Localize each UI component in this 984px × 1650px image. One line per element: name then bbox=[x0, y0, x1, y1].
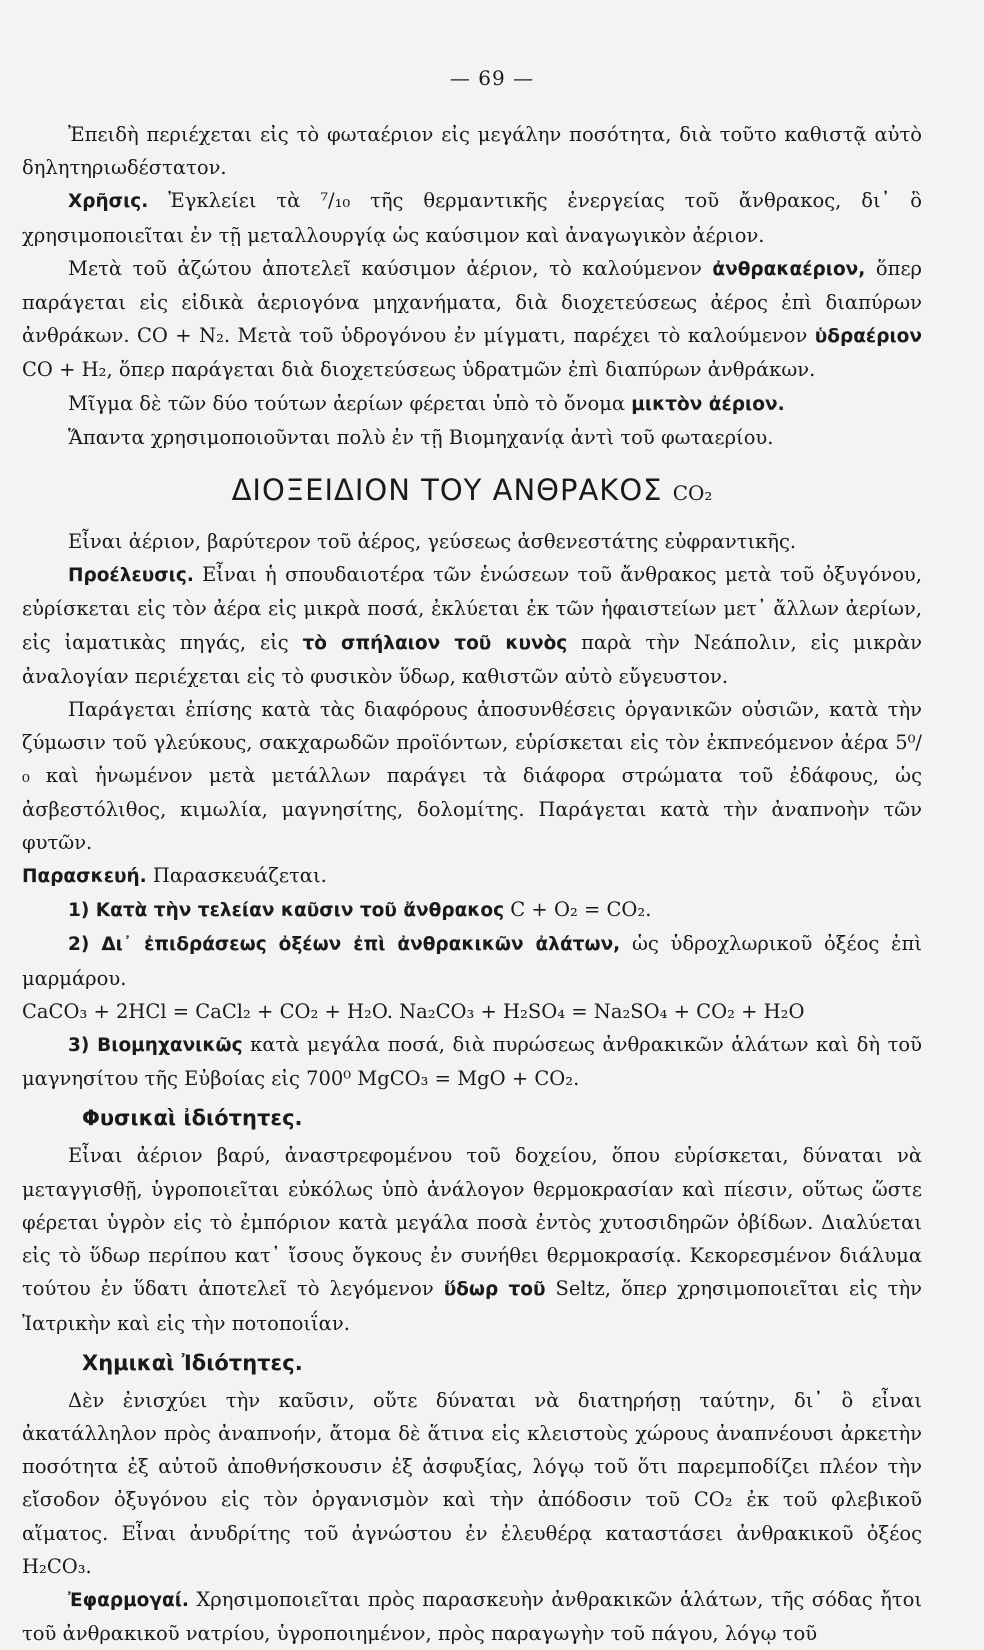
section-heading bbox=[22, 472, 922, 511]
paragraph-text: Seltz, ὅπερ χρησιμοποιεῖται εἰς τὴν Ἰατρικὴν καὶ εἰς τὴν ποτοποιΐαν. bbox=[22, 1277, 922, 1335]
keyword-anthrakaerion: ἀνθρακαέριον, bbox=[712, 258, 866, 280]
paragraph-text: Εἶναι ἡ σπουδαιοτέρα τῶν ἑνώσεων τοῦ ἄνθρακος μετὰ τοῦ ὀξυγόνου, εὑρίσκεται εἰς τὸν ἀέρα εἰς μικρὰ ποσά, ἐκλύεται ἐκ τῶν ἡφαιστείων μετ᾿ ἄλλων ἀερίων, εἰς ἰαματικὰς πηγάς, εἰς bbox=[22, 563, 922, 654]
paragraph-usage bbox=[22, 184, 922, 251]
equation-line bbox=[22, 995, 922, 1028]
paragraph-text: παρὰ τὴν Νεάπολιν, εἰς μικρὰν ἀναλογίαν περιέχεται εἰς τὸ φυσικὸν ὕδωρ, καθιστῶν αὐτὸ εὔγευστον. bbox=[22, 630, 922, 688]
method-2 bbox=[22, 927, 922, 994]
page-number: — 69 — bbox=[449, 66, 535, 90]
paragraph-chemical bbox=[22, 1384, 922, 1583]
paragraph-gases bbox=[22, 252, 922, 387]
paragraph-text: Δὲν ἐνισχύει τὴν καῦσιν, οὔτε δύναται νὰ διατηρήσῃ ταύτην, δι᾿ ὃ εἶναι ἀκατάλληλον πρὸς ἀναπνοήν, ἄτομα δὲ ἅτινα εἰς κλειστοὺς χώρους ἀναπνέουσι ἀρκετὴν ποσότητα ἐξ αὐτοῦ ἀποθνήσκουσιν ἐξ ἀσφυξίας, λόγῳ τοῦ ὅτι παρεμποδίζει πλέον τὴν εἴσοδον ὀξυγόνου εἰς τὸν ὀργανισμὸν καὶ τὴν ἀπόδοσιν τοῦ CO₂ ἐκ τοῦ φλεβικοῦ αἵματος. Εἶναι ἀνυδρίτης τοῦ ἀγνώστου ἐν ἐλευθέρᾳ καταστάσει ἀνθρακικοῦ ὀξέος H₂CO₃. bbox=[22, 1388, 922, 1578]
paragraph bbox=[22, 118, 922, 184]
paragraph-physical bbox=[22, 1139, 922, 1339]
paragraph bbox=[22, 421, 922, 454]
paragraph-text: ὅπερ παράγεται εἰς εἰδικὰ ἀεριογόνα μηχανήματα, διὰ διοχετεύσεως ἀέρος ἐπὶ διαπύρων ἀνθράκων. CO + N₂. Μετὰ τοῦ ὑδρογόνου ἐν μίγματι, παρέχει τὸ καλούμενον bbox=[22, 256, 923, 348]
keyword-cave: τὸ σπήλαιον τοῦ κυνὸς bbox=[302, 632, 568, 654]
paragraph-preparation bbox=[22, 859, 922, 893]
paragraph-mixed-gas bbox=[22, 387, 922, 421]
page-body bbox=[22, 118, 922, 1650]
keyword-ydraerion: ὑδραέριον bbox=[814, 326, 922, 348]
keyword-preparation: Παρασκευή. bbox=[22, 866, 147, 888]
subheading-physical: Φυσικαὶ ἰδιότητες. bbox=[82, 1106, 303, 1131]
keyword-usage: Χρῆσις. bbox=[68, 191, 149, 213]
paragraph-applications bbox=[22, 1583, 922, 1650]
paragraph-text: ὡς ὑδροχλωρικοῦ ὀξέος ἐπὶ μαρμάρου. bbox=[22, 932, 922, 990]
method-1 bbox=[22, 893, 922, 927]
paragraph-text: Ἐγκλείει τὰ ⁷/₁₀ τῆς θερμαντικῆς ἐνεργείας τοῦ ἄνθρακος, δι᾿ ὃ χρησιμοποιεῖται ἐν τῇ μεταλλουργίᾳ ὡς καύσιμον καὶ ἀναγωγικὸν ἀέριον. bbox=[22, 189, 922, 247]
keyword-method-1: 1) Κατὰ τὴν τελείαν καῦσιν τοῦ ἄνθρακος bbox=[68, 900, 505, 922]
paragraph-text: Μετὰ τοῦ ἀζώτου ἀποτελεῖ καύσιμον ἀέριον, τὸ καλούμενον bbox=[68, 256, 713, 280]
paragraph-text: Χρησιμοποιεῖται πρὸς παρασκευὴν ἀνθρακικῶν ἁλάτων, τῆς σόδας ἤτοι τοῦ ἀνθρακικοῦ νατρίου, ὑγροποιημένον, πρὸς παραγωγὴν τοῦ πάγου, λόγῳ τοῦ bbox=[22, 1587, 922, 1646]
subheading-chemical: Χημικαὶ Ἰδιότητες. bbox=[82, 1350, 303, 1375]
keyword-method-3: 3) Βιομηχανικῶς bbox=[68, 1035, 243, 1057]
equation: C + O₂ = CO₂. bbox=[504, 898, 652, 922]
keyword-applications: Ἐφαρμογαί. bbox=[68, 1589, 189, 1611]
paragraph-text: Παρασκευάζεται. bbox=[146, 864, 327, 888]
paragraph bbox=[22, 525, 922, 558]
paragraph-text: Εἶναι ἀέριον, βαρύτερον τοῦ ἀέρος, γεύσεως ἀσθενεστάτης εὐφραντικῆς. bbox=[68, 530, 797, 554]
paragraph-text: κατὰ μεγάλα ποσά, διὰ πυρώσεως ἀνθρακικῶν ἁλάτων καὶ δὴ τοῦ μαγνησίτου τῆς Εὐβοίας εἰς 700⁰ MgCO₃ = MgO + CO₂. bbox=[22, 1033, 922, 1091]
paragraph-text: CO + H₂, ὅπερ παράγεται διὰ διοχετεύσεως ὑδρατμῶν ἐπὶ διαπύρων ἀνθράκων. bbox=[22, 358, 816, 382]
method-3 bbox=[22, 1028, 922, 1095]
paragraph-text: Εἶναι ἀέριον βαρύ, ἀναστρεφομένου τοῦ δοχείου, ὅπου εὑρίσκεται, δύναται νὰ μεταγγισθῇ, ὑγροποιεῖται εὐκόλως ὑπὸ ἀνάλογον θερμοκρασίαν καὶ πίεσιν, οὕτως ὥστε φέρεται ὑγρὸν εἰς τὸ ἐμπόριον κατὰ μεγάλα ποσὰ ἐντὸς χυτοσιδηρῶν ὀβίδων. Διαλύεται εἰς τὸ ὕδωρ περίπου κατ᾿ ἴσους ὄγκους ἐν συνήθει θερμοκρασίᾳ. Κεκορεσμένον διάλυμα τούτου ἐν ὕδατι ἀποτελεῖ τὸ λεγόμενον bbox=[22, 1144, 922, 1301]
keyword-soda-water: ὕδωρ τοῦ bbox=[443, 1279, 546, 1301]
keyword-method-2: 2) Δι᾿ ἐπιδράσεως ὀξέων ἐπὶ ἀνθρακικῶν ἀλάτων, bbox=[68, 934, 621, 956]
keyword-mikton: μικτὸν ἀέριον. bbox=[631, 393, 785, 415]
paragraph-text: Ἐπειδὴ περιέχεται εἰς τὸ φωταέριον εἰς μεγάλην ποσότητα, διὰ τοῦτο καθιστᾷ αὐτὸ δηλητηριωδέστατον. bbox=[22, 123, 922, 180]
paragraph-production bbox=[22, 693, 922, 859]
equation: CaCO₃ + 2HCl = CaCl₂ + CO₂ + H₂O. Na₂CO₃ + H₂SO₄ = Na₂SO₄ + CO₂ + H₂O bbox=[22, 999, 805, 1023]
paragraph-text: Ἅπαντα χρησιμοποιοῦνται πολὺ ἐν τῇ Βιομηχανίᾳ ἀντὶ τοῦ φωταερίου. bbox=[68, 425, 774, 449]
paragraph-text: Μῖγμα δὲ τῶν δύο τούτων ἀερίων φέρεται ὑπὸ τὸ ὄνομα bbox=[68, 391, 632, 415]
section-formula: CO₂ bbox=[672, 481, 713, 506]
keyword-origin: Προέλευσις. bbox=[68, 565, 194, 587]
paragraph-text: Παράγεται ἐπίσης κατὰ τὰς διαφόρους ἀποσυνθέσεις ὀργανικῶν οὐσιῶν, κατὰ τὴν ζύμωσιν τοῦ γλεύκους, σακχαρωδῶν προϊόντων, εὑρίσκεται εἰς τὸν ἐκπνεόμενον ἀέρα 5⁰/₀ καὶ ἡνωμένον μετὰ μετάλλων παράγει τὰ διάφορα στρώματα τοῦ ἐδάφους, ὡς ἀσβεστόλιθος, κιμωλία, μαγνησίτης, δολομίτης. Παράγεται κατὰ τὴν ἀναπνοὴν τῶν φυτῶν. bbox=[22, 698, 922, 854]
section-title: ΔΙΟΞΕΙΔΙΟΝ ΤΟΥ ΑΝΘΡΑΚΟΣ bbox=[231, 473, 663, 508]
paragraph-origin bbox=[22, 558, 922, 693]
